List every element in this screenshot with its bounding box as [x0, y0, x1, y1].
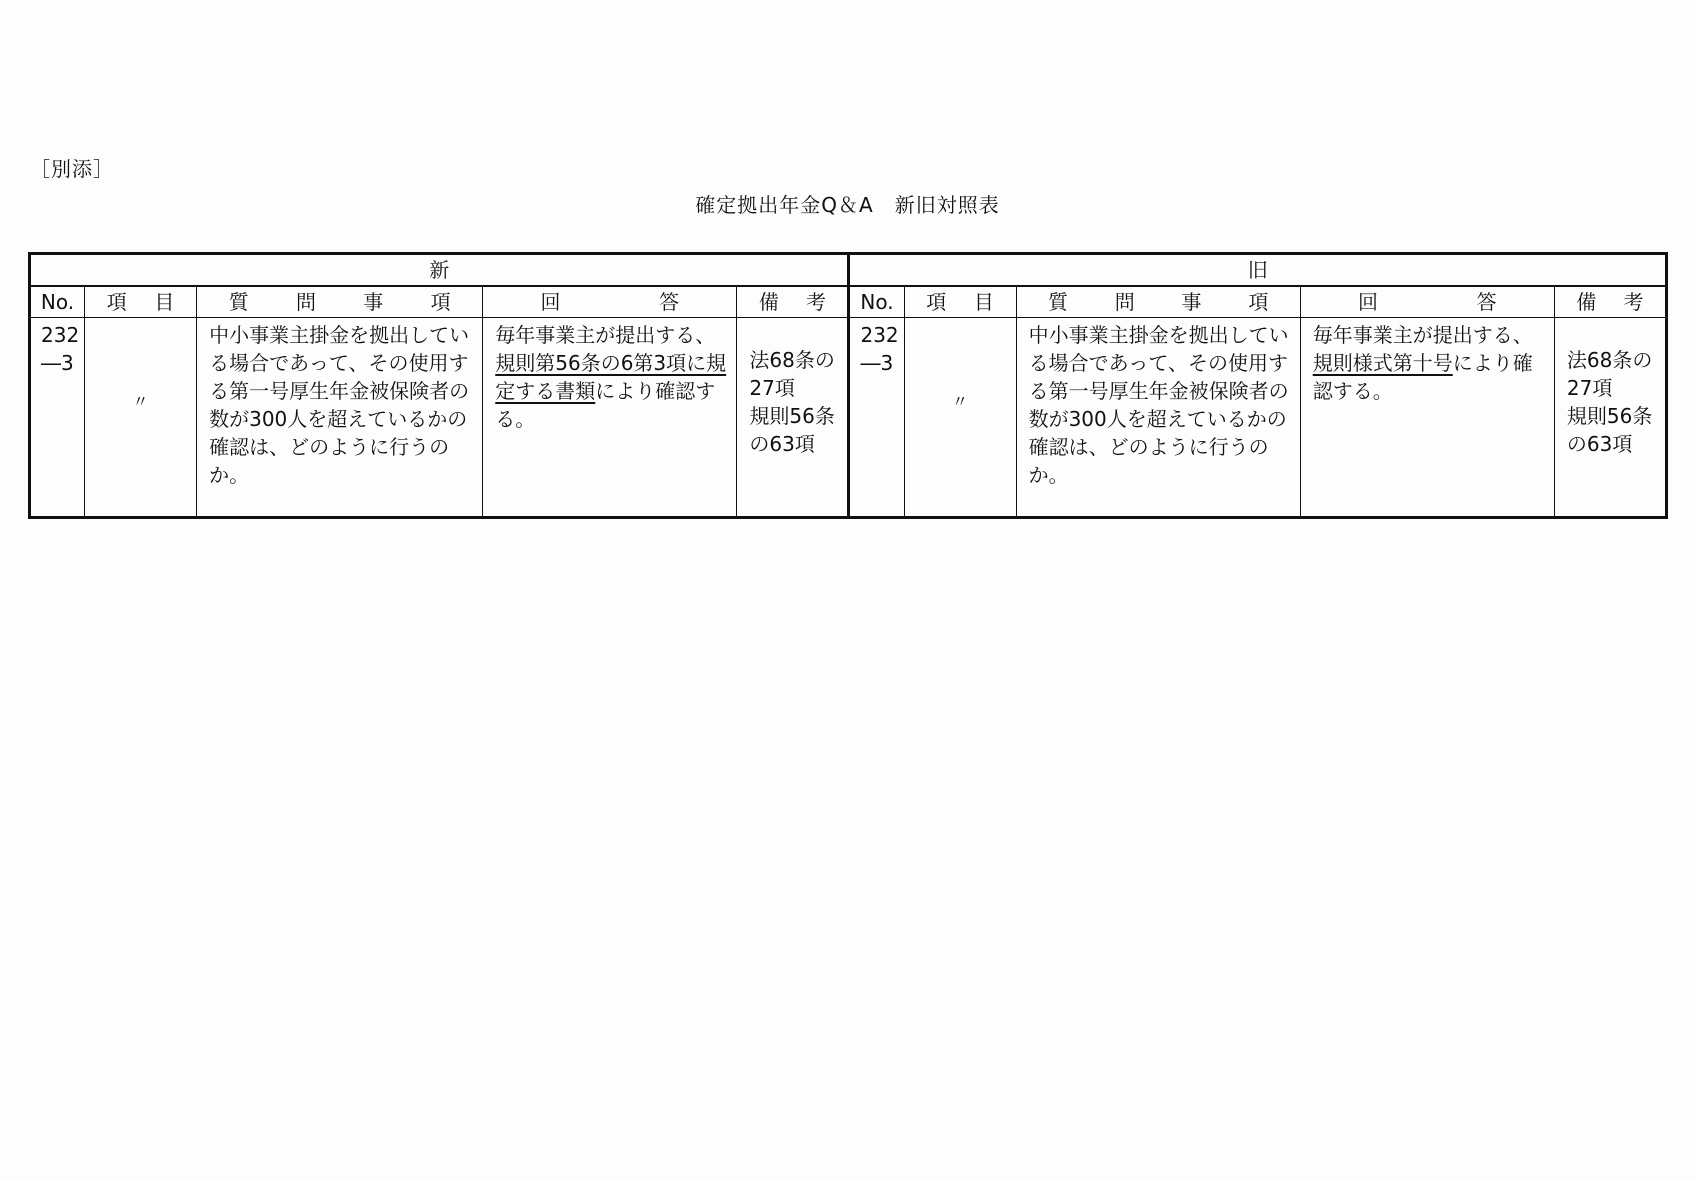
section-header-row [30, 254, 1667, 287]
col-no-new: No. [30, 286, 85, 318]
cell-question-new: 中小事業主掛金を拠出している場合であって、その使用する第一号厚生年金被保険者の数が300人を超えているかの確認は、どのように行うのか。 [197, 318, 483, 518]
col-item-new: 項 目 [85, 286, 197, 318]
col-no-old: No. [849, 286, 904, 318]
cell-item-new: 〃 [85, 318, 197, 518]
answer-changed-text-old: 規則様式第十号 [1312, 351, 1453, 375]
page-title: 確定拠出年金Q＆A 新旧対照表 [695, 193, 1000, 217]
col-remarks-new: 備 考 [737, 286, 849, 318]
column-header-row [30, 286, 1667, 318]
col-question-old: 質 問 事 項 [1016, 286, 1300, 318]
col-answer-old: 回 答 [1300, 286, 1554, 318]
comparison-table [28, 252, 1668, 519]
cell-remarks-old: 法68条の 27項 規則56条 の63項 [1554, 318, 1666, 518]
col-item-old: 項 目 [904, 286, 1016, 318]
col-answer-new: 回 答 [483, 286, 737, 318]
answer-changed-text-new: 規則第56条の6第3項に規定する書類 [495, 351, 727, 403]
cell-no-new: 232 ―3 [30, 318, 85, 518]
section-new-header: 新 [30, 254, 849, 287]
cell-answer-old: 毎年事業主が提出する、規則様式第十号により確認する。 [1300, 318, 1554, 518]
col-remarks-old: 備 考 [1554, 286, 1666, 318]
table-row [30, 318, 1667, 518]
section-old-header: 旧 [849, 254, 1667, 287]
attachment-label: ［別添］ [30, 157, 114, 181]
cell-question-old: 中小事業主掛金を拠出している場合であって、その使用する第一号厚生年金被保険者の数が300人を超えているかの確認は、どのように行うのか。 [1016, 318, 1300, 518]
cell-item-old: 〃 [904, 318, 1016, 518]
cell-no-old: 232 ―3 [849, 318, 904, 518]
cell-answer-new: 毎年事業主が提出する、規則第56条の6第3項に規定する書類により確認する。 [483, 318, 737, 518]
cell-remarks-new: 法68条の 27項 規則56条 の63項 [737, 318, 849, 518]
col-question-new: 質 問 事 項 [197, 286, 483, 318]
